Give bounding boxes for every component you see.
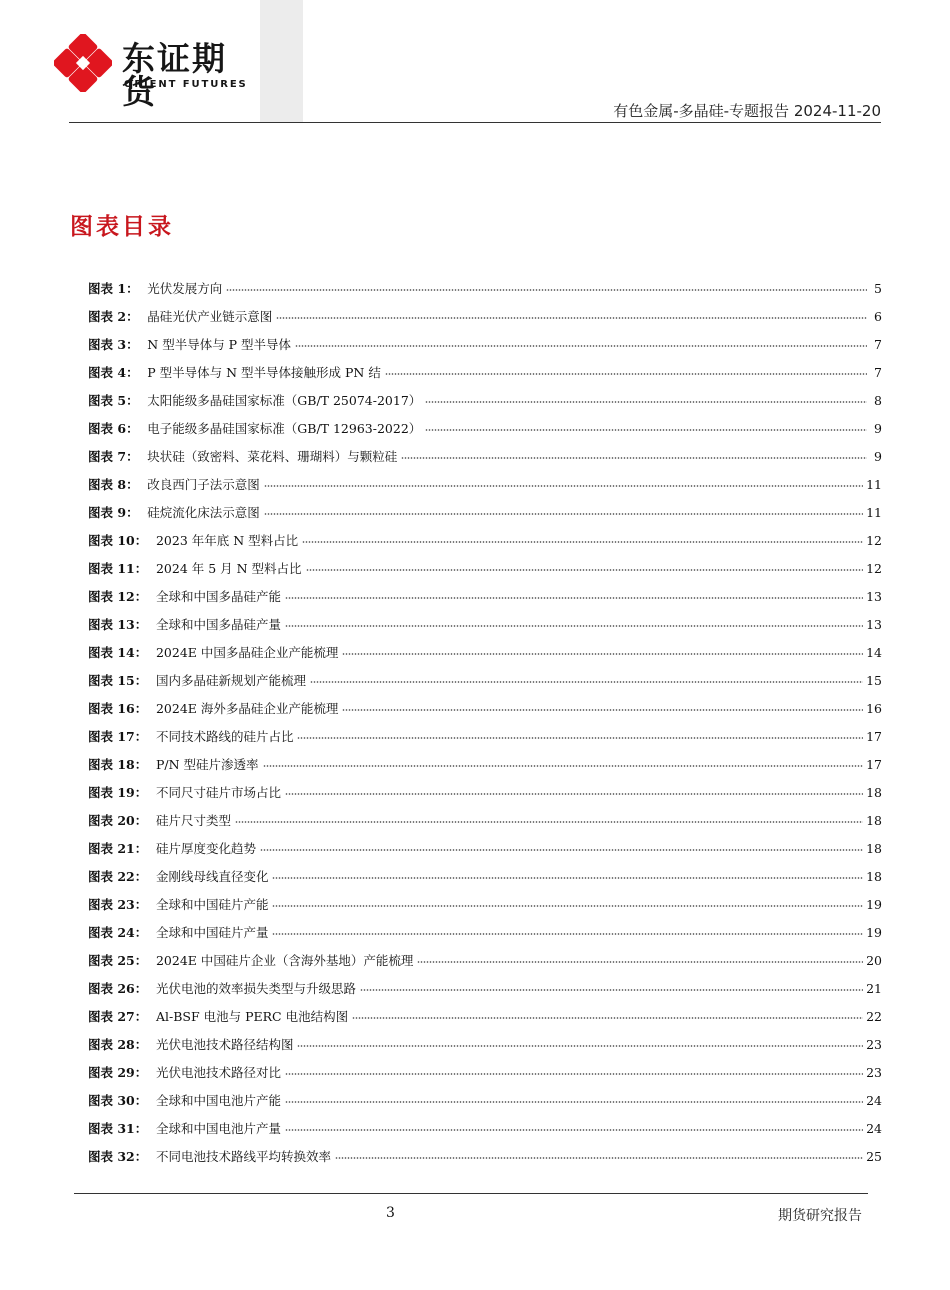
toc-dot-leader — [285, 1129, 863, 1131]
toc-entry-separator: ： — [134, 1065, 156, 1080]
toc-dot-leader — [285, 1101, 863, 1103]
toc-entry[interactable] — [88, 975, 882, 1003]
toc-entry-label: 图表 8 — [88, 477, 127, 492]
toc-entry-page: 18 — [866, 869, 882, 884]
toc-dot-leader — [285, 625, 863, 627]
toc-entry[interactable] — [88, 359, 882, 387]
toc-entry[interactable] — [88, 639, 882, 667]
header-divider — [69, 122, 881, 123]
toc-entry-page: 21 — [866, 981, 882, 996]
toc-entry-separator: ： — [134, 673, 156, 688]
toc-entry-separator: ： — [134, 981, 156, 996]
page-number: 3 — [386, 1205, 395, 1221]
toc-entry-page: 20 — [866, 953, 882, 968]
toc-dot-leader — [352, 1017, 863, 1019]
toc-entry[interactable] — [88, 1143, 882, 1171]
toc-entry-title: 金刚线母线直径变化 — [155, 869, 269, 884]
toc-entry[interactable] — [88, 1031, 882, 1059]
toc-entry-title: 全球和中国多晶硅产能 — [155, 589, 281, 604]
toc-entry[interactable] — [88, 1087, 882, 1115]
toc-entry-title: 全球和中国硅片产量 — [155, 925, 269, 940]
toc-entry-separator: ： — [126, 393, 148, 408]
toc-entry[interactable] — [88, 611, 882, 639]
toc-dot-leader — [425, 429, 867, 431]
toc-entry-separator: ： — [134, 701, 156, 716]
toc-entry[interactable] — [88, 835, 882, 863]
table-of-figures — [88, 275, 882, 1171]
toc-entry-label: 图表 11 — [88, 561, 135, 576]
toc-entry[interactable] — [88, 527, 882, 555]
toc-entry-label: 图表 29 — [88, 1065, 135, 1080]
toc-entry-label: 图表 24 — [88, 925, 135, 940]
toc-entry-separator: ： — [134, 1037, 156, 1052]
toc-entry[interactable] — [88, 415, 882, 443]
toc-dot-leader — [342, 653, 863, 655]
toc-entry-separator: ： — [126, 309, 148, 324]
toc-entry-label: 图表 3 — [88, 337, 127, 352]
toc-entry[interactable] — [88, 555, 882, 583]
toc-entry-page: 24 — [866, 1121, 882, 1136]
toc-dot-leader — [385, 373, 867, 375]
toc-entry[interactable] — [88, 947, 882, 975]
toc-entry-label: 图表 10 — [88, 533, 135, 548]
toc-dot-leader — [264, 485, 863, 487]
toc-dot-leader — [285, 597, 863, 599]
toc-entry-separator: ： — [134, 841, 156, 856]
toc-entry-separator: ： — [134, 533, 156, 548]
toc-entry-separator: ： — [126, 477, 148, 492]
toc-dot-leader — [302, 541, 863, 543]
toc-entry-page: 16 — [866, 701, 882, 716]
toc-entry-page: 13 — [866, 589, 882, 604]
toc-entry[interactable] — [88, 723, 882, 751]
toc-entry-title: 全球和中国电池片产量 — [155, 1121, 281, 1136]
toc-entry[interactable] — [88, 667, 882, 695]
toc-entry[interactable] — [88, 471, 882, 499]
toc-dot-leader — [342, 709, 863, 711]
toc-entry-title: 2024 年 5 月 N 型料占比 — [155, 561, 302, 576]
toc-entry-title: 晶硅光伏产业链示意图 — [147, 309, 273, 324]
toc-entry-label: 图表 4 — [88, 365, 127, 380]
toc-dot-leader — [401, 457, 867, 459]
toc-dot-leader — [306, 569, 864, 571]
toc-entry-separator: ： — [134, 1009, 156, 1024]
toc-entry-page: 9 — [874, 421, 882, 436]
toc-entry-separator: ： — [134, 953, 156, 968]
toc-entry-title: 全球和中国多晶硅产量 — [155, 617, 281, 632]
toc-entry[interactable] — [88, 779, 882, 807]
toc-entry-page: 18 — [866, 841, 882, 856]
toc-entry-page: 22 — [866, 1009, 882, 1024]
toc-entry-label: 图表 31 — [88, 1121, 135, 1136]
toc-entry-title: 太阳能级多晶硅国家标准（GB/T 25074-2017） — [147, 393, 422, 408]
toc-entry-label: 图表 22 — [88, 869, 135, 884]
toc-entry-page: 19 — [866, 925, 882, 940]
toc-entry-page: 7 — [874, 337, 882, 352]
toc-entry-label: 图表 21 — [88, 841, 135, 856]
toc-dot-leader — [297, 1045, 863, 1047]
toc-entry-title: 硅片尺寸类型 — [155, 813, 231, 828]
orient-futures-logo-icon — [54, 34, 112, 92]
toc-entry[interactable] — [88, 1059, 882, 1087]
toc-entry-page: 25 — [866, 1149, 882, 1164]
toc-entry-label: 图表 25 — [88, 953, 135, 968]
toc-entry-page: 8 — [874, 393, 882, 408]
toc-entry-title: 光伏发展方向 — [147, 281, 223, 296]
toc-entry-page: 9 — [874, 449, 882, 464]
toc-entry-label: 图表 2 — [88, 309, 127, 324]
toc-entry-title: N 型半导体与 P 型半导体 — [147, 337, 292, 352]
toc-entry-title: 电子能级多晶硅国家标准（GB/T 12963-2022） — [147, 421, 422, 436]
toc-entry[interactable] — [88, 1003, 882, 1031]
toc-dot-leader — [335, 1157, 863, 1159]
toc-entry-separator: ： — [134, 1121, 156, 1136]
toc-dot-leader — [260, 849, 863, 851]
toc-entry[interactable] — [88, 583, 882, 611]
section-heading: 图表目录 — [70, 213, 174, 240]
toc-entry-label: 图表 1 — [88, 281, 127, 296]
toc-entry-page: 6 — [874, 309, 882, 324]
toc-entry-page: 12 — [866, 561, 882, 576]
toc-entry-title: 2024E 中国多晶硅企业产能梳理 — [155, 645, 339, 660]
toc-entry-label: 图表 16 — [88, 701, 135, 716]
toc-dot-leader — [263, 765, 864, 767]
toc-entry[interactable] — [88, 275, 882, 303]
toc-entry-separator: ： — [134, 1093, 156, 1108]
toc-entry[interactable] — [88, 751, 882, 779]
toc-entry-label: 图表 17 — [88, 729, 135, 744]
toc-entry-title: 不同技术路线的硅片占比 — [155, 729, 294, 744]
toc-entry-page: 11 — [866, 505, 882, 520]
toc-entry-title: 2024E 海外多晶硅企业产能梳理 — [155, 701, 339, 716]
toc-entry-title: P 型半导体与 N 型半导体接触形成 PN 结 — [147, 365, 381, 380]
toc-dot-leader — [226, 289, 867, 291]
toc-entry-separator: ： — [126, 365, 148, 380]
toc-entry[interactable] — [88, 331, 882, 359]
toc-dot-leader — [264, 513, 863, 515]
toc-entry-page: 24 — [866, 1093, 882, 1108]
brand-logo — [54, 34, 254, 111]
toc-entry-label: 图表 19 — [88, 785, 135, 800]
toc-entry-title: 光伏电池的效率损失类型与升级思路 — [155, 981, 356, 996]
footer-divider — [74, 1193, 868, 1194]
toc-entry-label: 图表 14 — [88, 645, 135, 660]
toc-entry-title: 光伏电池技术路径结构图 — [155, 1037, 294, 1052]
toc-entry-label: 图表 28 — [88, 1037, 135, 1052]
toc-entry-page: 17 — [866, 757, 882, 772]
toc-entry-title: 块状硅（致密料、菜花料、珊瑚料）与颗粒硅 — [147, 449, 398, 464]
toc-entry[interactable] — [88, 1115, 882, 1143]
toc-dot-leader — [310, 681, 863, 683]
toc-entry-page: 11 — [866, 477, 882, 492]
toc-entry-label: 图表 6 — [88, 421, 127, 436]
toc-dot-leader — [272, 877, 863, 879]
toc-entry-separator: ： — [126, 449, 148, 464]
toc-entry[interactable] — [88, 891, 882, 919]
toc-dot-leader — [235, 821, 863, 823]
toc-entry-page: 23 — [866, 1037, 882, 1052]
toc-entry-label: 图表 13 — [88, 617, 135, 632]
toc-entry-label: 图表 18 — [88, 757, 135, 772]
toc-entry-separator: ： — [134, 561, 156, 576]
toc-entry-separator: ： — [134, 757, 156, 772]
toc-dot-leader — [272, 905, 863, 907]
toc-entry-separator: ： — [134, 897, 156, 912]
toc-entry-title: 不同电池技术路线平均转换效率 — [155, 1149, 331, 1164]
toc-dot-leader — [272, 933, 863, 935]
toc-entry-separator: ： — [134, 645, 156, 660]
toc-entry-page: 14 — [866, 645, 882, 660]
toc-entry-title: 不同尺寸硅片市场占比 — [155, 785, 281, 800]
toc-entry-page: 7 — [874, 365, 882, 380]
toc-entry[interactable] — [88, 807, 882, 835]
header-gray-band — [260, 0, 303, 122]
toc-entry-label: 图表 26 — [88, 981, 135, 996]
toc-entry-separator: ： — [134, 785, 156, 800]
toc-entry[interactable] — [88, 919, 882, 947]
toc-entry-page: 13 — [866, 617, 882, 632]
toc-dot-leader — [417, 961, 863, 963]
toc-entry-separator: ： — [126, 421, 148, 436]
toc-entry-title: 2023 年年底 N 型料占比 — [155, 533, 299, 548]
brand-name-en: ORIENT FUTURES — [124, 79, 248, 90]
toc-dot-leader — [276, 317, 867, 319]
toc-entry-separator: ： — [134, 869, 156, 884]
toc-entry-label: 图表 32 — [88, 1149, 135, 1164]
toc-entry-separator: ： — [126, 505, 148, 520]
brand-name-cn: 东证期货 — [122, 39, 227, 111]
toc-entry-title: 国内多晶硅新规划产能梳理 — [155, 673, 306, 688]
toc-entry-title: 光伏电池技术路径对比 — [155, 1065, 281, 1080]
toc-entry-title: 2024E 中国硅片企业（含海外基地）产能梳理 — [155, 953, 414, 968]
toc-entry-separator: ： — [126, 337, 148, 352]
toc-entry-label: 图表 30 — [88, 1093, 135, 1108]
toc-entry-label: 图表 5 — [88, 393, 127, 408]
toc-entry[interactable] — [88, 695, 882, 723]
toc-entry-page: 17 — [866, 729, 882, 744]
toc-entry-page: 15 — [866, 673, 882, 688]
toc-entry-page: 19 — [866, 897, 882, 912]
toc-entry-title: 硅烷流化床法示意图 — [147, 505, 260, 520]
toc-entry-title: 全球和中国电池片产能 — [155, 1093, 281, 1108]
toc-entry[interactable] — [88, 387, 882, 415]
toc-entry-page: 23 — [866, 1065, 882, 1080]
toc-entry-label: 图表 15 — [88, 673, 135, 688]
toc-dot-leader — [360, 989, 863, 991]
toc-entry-title: Al-BSF 电池与 PERC 电池结构图 — [155, 1009, 349, 1024]
toc-entry-label: 图表 27 — [88, 1009, 135, 1024]
footer-label: 期货研究报告 — [778, 1208, 862, 1224]
toc-entry-title: P/N 型硅片渗透率 — [155, 757, 259, 772]
toc-entry-page: 5 — [874, 281, 882, 296]
toc-entry-separator: ： — [134, 813, 156, 828]
toc-entry[interactable] — [88, 863, 882, 891]
toc-entry-label: 图表 7 — [88, 449, 127, 464]
toc-entry-separator: ： — [134, 589, 156, 604]
toc-dot-leader — [425, 401, 867, 403]
toc-dot-leader — [297, 737, 863, 739]
toc-entry[interactable] — [88, 303, 882, 331]
toc-entry-separator: ： — [126, 281, 148, 296]
toc-dot-leader — [295, 345, 867, 347]
report-header-title: 有色金属-多晶硅-专题报告 2024-11-20 — [613, 102, 881, 120]
toc-entry-label: 图表 20 — [88, 813, 135, 828]
toc-entry-page: 12 — [866, 533, 882, 548]
toc-entry-separator: ： — [134, 925, 156, 940]
toc-entry-label: 图表 12 — [88, 589, 135, 604]
toc-entry-label: 图表 9 — [88, 505, 127, 520]
toc-entry-label: 图表 23 — [88, 897, 135, 912]
toc-entry-separator: ： — [134, 729, 156, 744]
toc-entry-separator: ： — [134, 1149, 156, 1164]
toc-dot-leader — [285, 793, 863, 795]
toc-entry-separator: ： — [134, 617, 156, 632]
toc-entry-page: 18 — [866, 785, 882, 800]
toc-entry-title: 全球和中国硅片产能 — [155, 897, 269, 912]
toc-entry-page: 18 — [866, 813, 882, 828]
toc-entry-title: 改良西门子法示意图 — [147, 477, 260, 492]
toc-entry-title: 硅片厚度变化趋势 — [155, 841, 256, 856]
toc-entry[interactable] — [88, 443, 882, 471]
toc-dot-leader — [285, 1073, 863, 1075]
toc-entry[interactable] — [88, 499, 882, 527]
